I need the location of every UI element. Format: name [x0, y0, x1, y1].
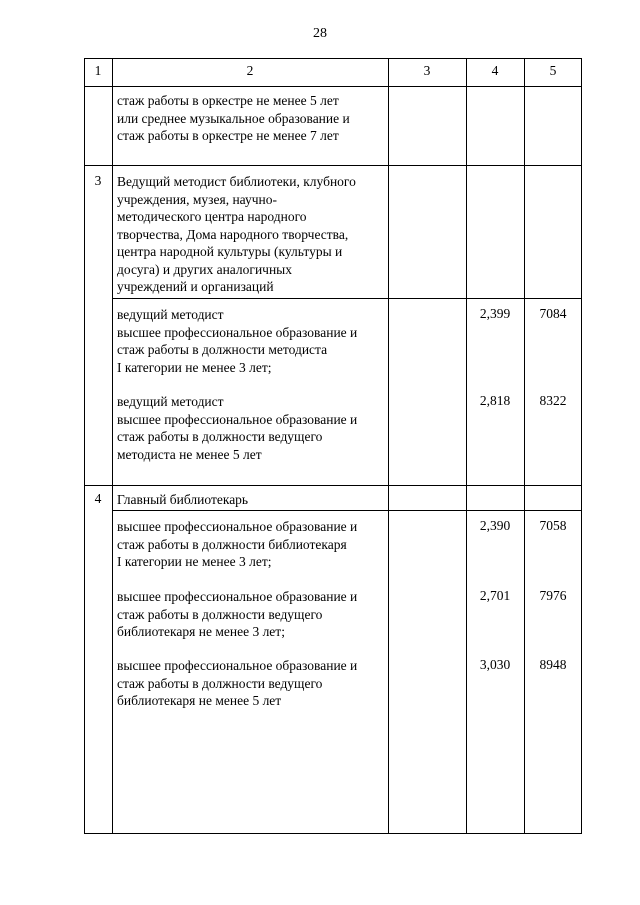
section-4-item-2-salary: 7976: [539, 588, 567, 603]
section-3-number: 3: [94, 173, 102, 188]
section-4-number: 4: [94, 491, 102, 506]
header-col-3: 3: [423, 63, 431, 78]
section-4-item-1-coef: 2,390: [479, 518, 511, 533]
header-col-4: 4: [491, 63, 499, 78]
section-3-item-1-salary: 7084: [539, 306, 567, 321]
section-3-item-1-coef: 2,399: [479, 306, 511, 321]
section-4-item-3-salary: 8948: [539, 657, 567, 672]
section-4-title: Главный библиотекарь: [117, 492, 249, 507]
section-3-title: Ведущий методист библиотеки, клубного учреждения, музея, научно- методического центра народного творчества, Дома народного творчества, центра народной культуры (культуры и досуга) и других аналогичных учреждений и организаций: [117, 174, 356, 294]
page-number: 28: [313, 26, 327, 41]
section-3-item-1-text: ведущий методист высшее профессиональное образование и стаж работы в должности методиста I категории не менее 3 лет;: [117, 307, 358, 375]
header-col-1: 1: [94, 63, 102, 78]
section-3-item-2-salary: 8322: [539, 393, 567, 408]
section-4-item-3-text: высшее профессиональное образование и стаж работы в должности ведущего библиотекаря не менее 5 лет: [117, 658, 358, 708]
section-4-item-2-text: высшее профессиональное образование и стаж работы в должности ведущего библиотекаря не менее 3 лет;: [117, 589, 358, 639]
row-divider: [112, 510, 582, 511]
section-4-item-2-coef: 2,701: [479, 588, 511, 603]
section-4-item-1-salary: 7058: [539, 518, 567, 533]
row-divider: [84, 485, 582, 486]
section-3-item-2-coef: 2,818: [479, 393, 511, 408]
header-col-2: 2: [246, 63, 254, 78]
column-divider: [112, 58, 113, 834]
column-divider: [524, 58, 525, 834]
row-divider: [84, 86, 582, 87]
section-4-item-3-coef: 3,030: [479, 657, 511, 672]
section-4-item-1-text: высшее профессиональное образование и стаж работы в должности библиотекаря I категории не менее 3 лет;: [117, 519, 358, 569]
row-divider: [84, 165, 582, 166]
column-divider: [466, 58, 467, 834]
row-divider: [112, 298, 582, 299]
header-col-5: 5: [549, 63, 557, 78]
continuation-text: стаж работы в оркестре не менее 5 лет или среднее музыкальное образование и стаж работы в оркестре не менее 7 лет: [117, 93, 350, 143]
section-3-item-2-text: ведущий методист высшее профессиональное образование и стаж работы в должности ведущего методиста не менее 5 лет: [117, 394, 358, 462]
